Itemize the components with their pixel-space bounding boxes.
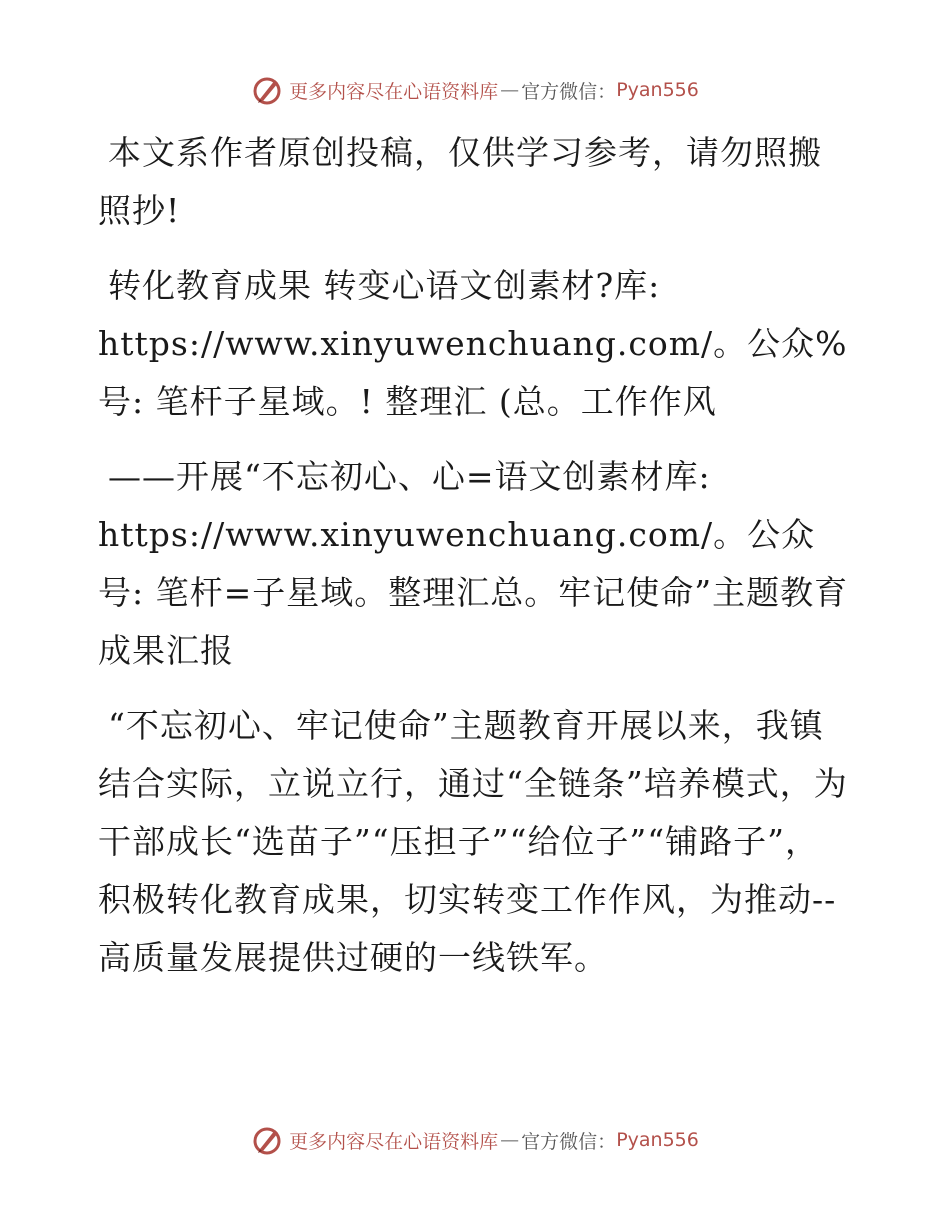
banner-wechat-id: Pyan556	[616, 1129, 699, 1151]
document-body	[98, 124, 850, 987]
title-paragraph: 转化教育成果 转变心语文创素材?库: https://www.xinyuwenchuang.com/。公众%号: 笔杆子星域。! 整理汇 (总。工作作风	[98, 266, 848, 421]
quill-pen-icon	[251, 74, 283, 106]
subtitle-paragraph: ——开展“不忘初心、心=语文创素材库: https://www.xinyuwenchuang.com/。公众号: 笔杆=子星域。整理汇总。牢记使命”主题教育成果汇报	[98, 457, 849, 670]
banner-separator: —	[500, 1129, 520, 1151]
header-banner	[0, 74, 950, 106]
disclaimer-paragraph: 本文系作者原创投稿，仅供学习参考，请勿照搬照抄!	[98, 133, 822, 230]
banner-main-text: 更多内容尽在心语资料库	[289, 1130, 499, 1153]
footer-banner	[0, 1124, 950, 1156]
body-paragraph: “不忘初心、牢记使命”主题教育开展以来，我镇结合实际，立说立行，通过“全链条”培养模式，为干部成长“选苗子”“压担子”“给位子”“铺路子”，积极转化教育成果，切实转变工作作风，为推动--高质量发展提供过硬的一线铁军。	[98, 706, 848, 977]
banner-wechat-label: 官方微信：	[521, 80, 617, 103]
banner-wechat-label: 官方微信：	[521, 1130, 617, 1153]
banner-separator: —	[500, 79, 520, 101]
banner-main-text: 更多内容尽在心语资料库	[289, 80, 499, 103]
banner-wechat-id: Pyan556	[616, 79, 699, 101]
quill-pen-icon	[251, 1124, 283, 1156]
